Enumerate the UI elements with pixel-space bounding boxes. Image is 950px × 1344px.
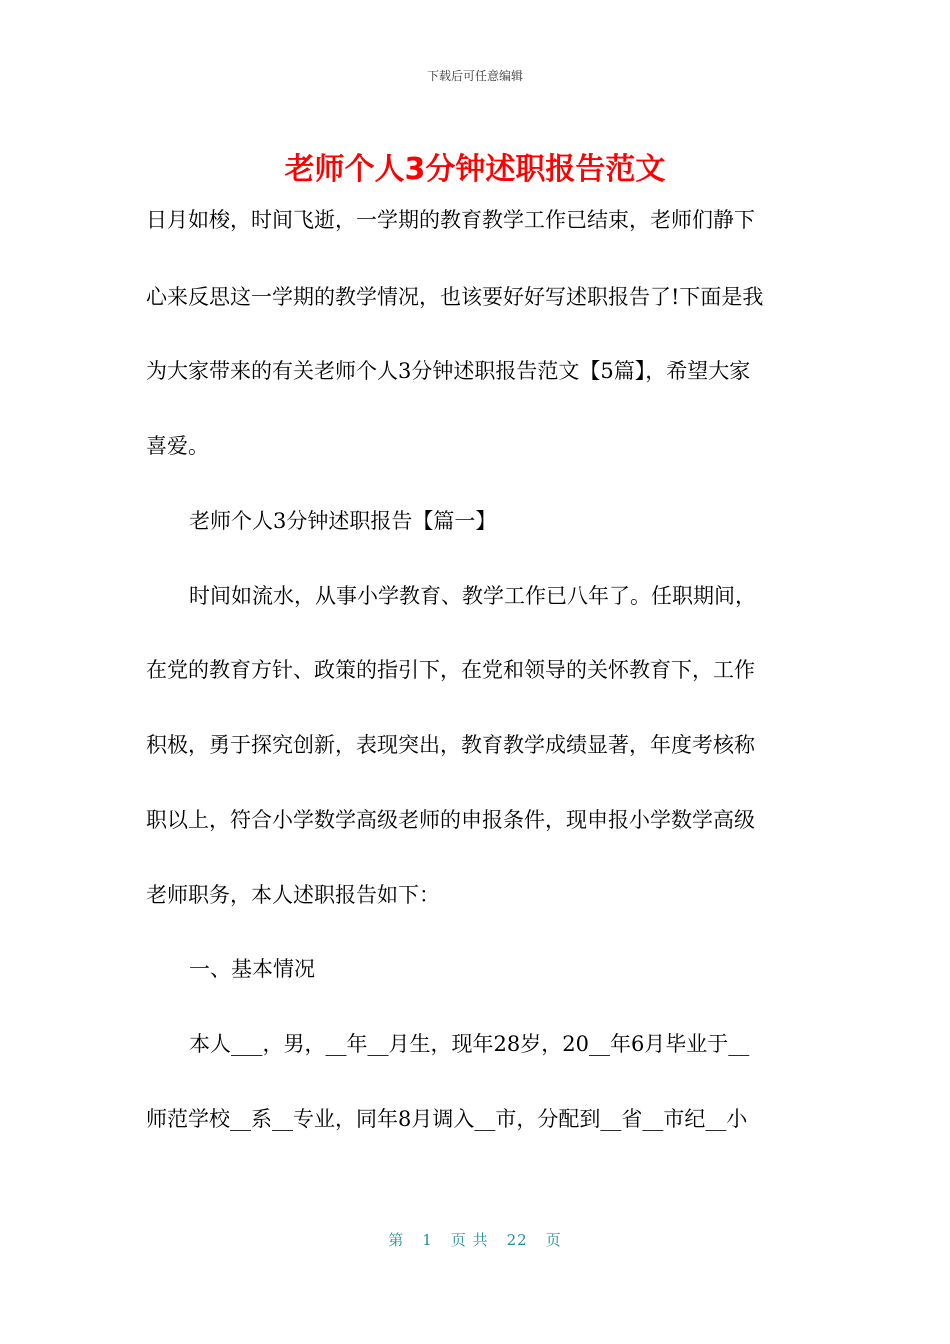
page-footer [0, 1229, 950, 1250]
current-page-number: 1 [422, 1231, 433, 1249]
footer-suffix: 页 [545, 1231, 562, 1249]
paragraph-line-7: 在党的教育方针、政策的指引下，在党和领导的关怀教育下，工作 [146, 658, 755, 682]
subheading-basic-info: 一、基本情况 [189, 957, 315, 981]
section-heading-part-one: 老师个人3分钟述职报告【篇一】 [189, 509, 497, 533]
paragraph-line-12: 本人___，男，__年__月生，现年28岁，20__年6月毕业于__ [189, 1032, 750, 1056]
paragraph-line-10: 老师职务，本人述职报告如下： [146, 883, 440, 907]
paragraph-line-3: 为大家带来的有关老师个人3分钟述职报告范文【5篇】，希望大家 [146, 359, 751, 383]
paragraph-line-13: 师范学校__系__专业，同年8月调入__市，分配到__省__市纪__小 [146, 1107, 748, 1131]
paragraph-line-2: 心来反思这一学期的教学情况，也该要好好写述职报告了!下面是我 [146, 285, 764, 309]
paragraph-line-9: 职以上，符合小学数学高级老师的申报条件，现申报小学数学高级 [146, 808, 755, 832]
footer-mid: 页 共 [450, 1231, 489, 1249]
footer-prefix: 第 [388, 1231, 405, 1249]
header-note: 下载后可任意编辑 [426, 69, 523, 83]
paragraph-line-8: 积极，勇于探究创新，表现突出，教育教学成绩显著，年度考核称 [146, 733, 755, 757]
total-pages-number: 22 [506, 1231, 528, 1249]
paragraph-line-4: 喜爱。 [146, 434, 209, 458]
paragraph-line-1: 日月如梭，时间飞逝，一学期的教育教学工作已结束，老师们静下 [146, 208, 755, 232]
document-title: 老师个人3分钟述职报告范文 [284, 152, 666, 187]
paragraph-line-6: 时间如流水，从事小学教育、教学工作已八年了。任职期间， [189, 584, 756, 608]
